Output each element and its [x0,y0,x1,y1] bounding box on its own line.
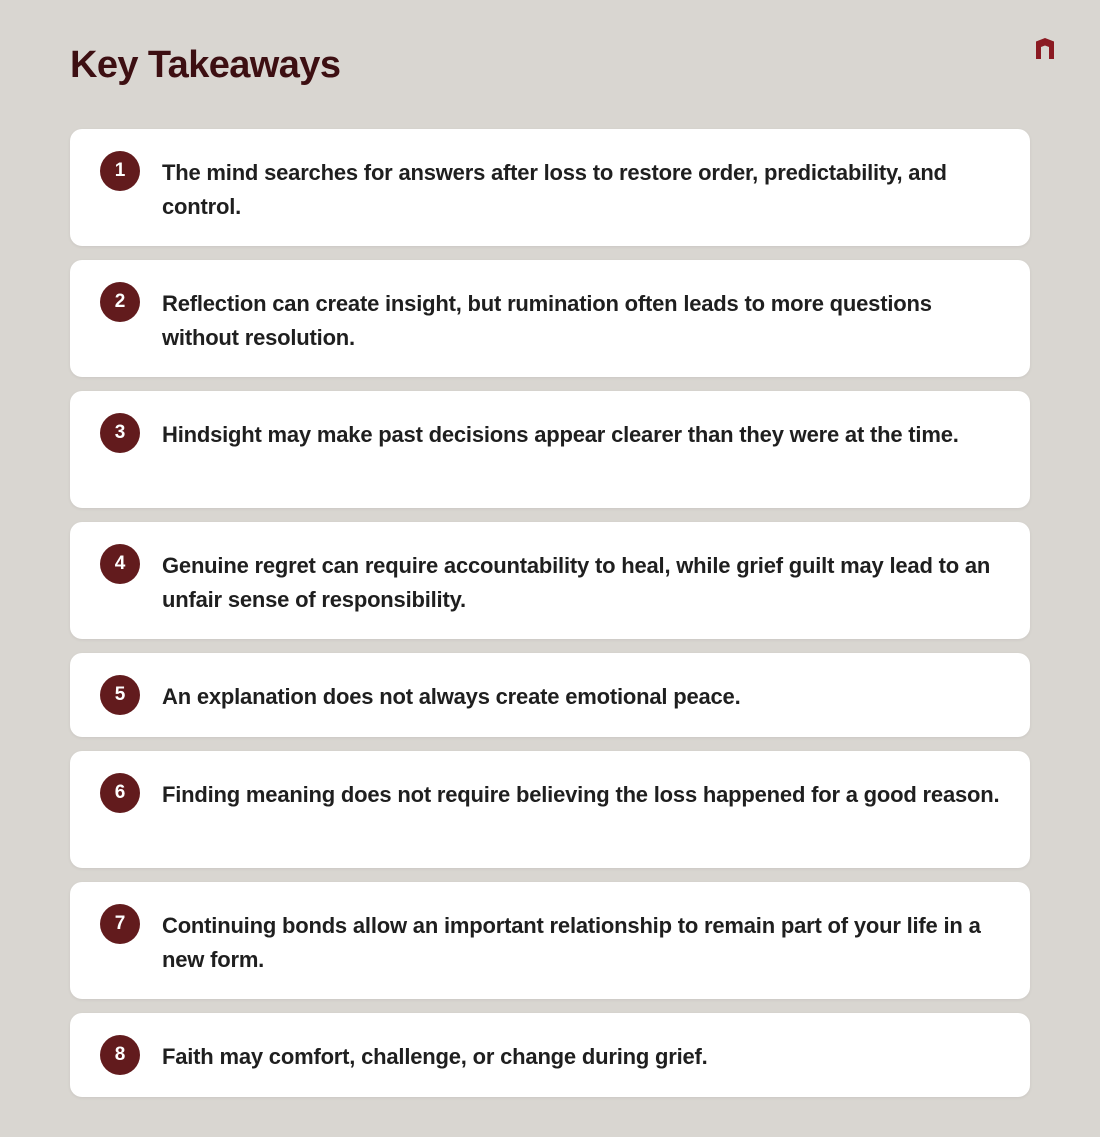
takeaway-card-4 [70,522,1030,639]
takeaway-number-badge: 2 [100,282,140,322]
takeaways-list [70,129,1030,1097]
takeaway-card-2 [70,260,1030,377]
takeaway-number-badge: 5 [100,675,140,715]
takeaway-number-badge: 3 [100,413,140,453]
takeaway-card-3 [70,391,1030,508]
takeaway-text: Hindsight may make past decisions appear clearer than they were at the time. [162,422,959,447]
takeaway-card-7 [70,882,1030,999]
takeaway-number-badge: 4 [100,544,140,584]
takeaway-text: Finding meaning does not require believing the loss happened for a good reason. [162,782,1000,807]
takeaway-number-badge: 1 [100,151,140,191]
takeaway-number-badge: 8 [100,1035,140,1075]
takeaway-text: Continuing bonds allow an important relationship to remain part of your life in a new form. [162,913,981,972]
takeaway-card-8 [70,1013,1030,1097]
takeaway-number-badge: 6 [100,773,140,813]
takeaway-card-5 [70,653,1030,737]
takeaway-card-6 [70,751,1030,868]
shield-logo-icon [1034,37,1056,61]
takeaway-card-1 [70,129,1030,246]
takeaway-text: The mind searches for answers after loss to restore order, predictability, and control. [162,160,947,219]
takeaway-text: An explanation does not always create emotional peace. [162,684,741,709]
takeaway-number-badge: 7 [100,904,140,944]
takeaway-text: Faith may comfort, challenge, or change during grief. [162,1044,708,1069]
takeaway-text: Reflection can create insight, but rumination often leads to more questions without resolution. [162,291,932,350]
page-title: Key Takeaways [70,44,341,86]
takeaway-text: Genuine regret can require accountability to heal, while grief guilt may lead to an unfair sense of responsibility. [162,553,991,612]
